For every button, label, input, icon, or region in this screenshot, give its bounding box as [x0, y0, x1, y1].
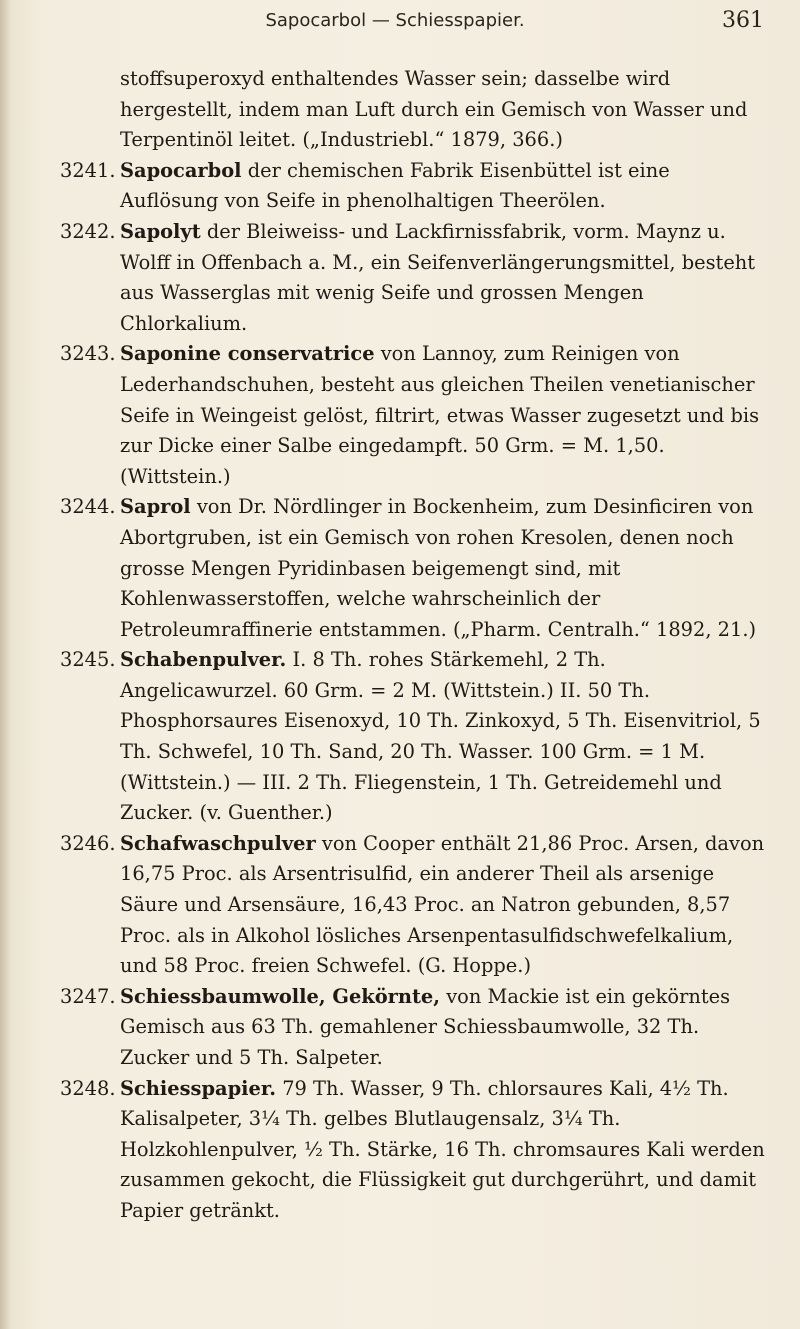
entry-3247 — [30, 982, 765, 1074]
entry-number: 3243. — [60, 342, 116, 366]
entry-title: Schabenpulver. — [120, 648, 287, 672]
entry-text: 79 Th. Wasser, 9 Th. chlorsaures Kali, 4½ Th. Kalisalpeter, 3¼ Th. gelbes Blutlaugensalz, 3¼ Th. Holzkohlenpulver, ½ Th. Stärke, 16 Th. chromsaures Kali werden zusammen gekocht, die Flüssigkeit gut durchgerührt, und damit Papier getränkt. — [120, 1076, 765, 1222]
entry-title: Schiesspapier. — [120, 1076, 277, 1100]
entry-text: von Cooper enthält 21,86 Proc. Arsen, davon 16,75 Proc. als Arsentrisulfid, ein anderer Theil als arsenige Säure und Arsensäure, 16,43 Proc. an Natron gebunden, 8,57 Proc. als in Alkohol lösliches Arsenpentasulfidschwefelkalium, und 58 Proc. freien Schwefel. (G. Hoppe.) — [120, 831, 765, 978]
continued-paragraph-text: stoffsuperoxyd enthaltendes Wasser sein; dasselbe wird hergestellt, indem man Luft durch ein Gemisch von Wasser und Terpentinöl leitet. („Industriebl.“ 1879, 366.) — [120, 67, 748, 152]
entry-number: 3246. — [60, 831, 116, 855]
entry-title: Schiessbaumwolle, Gekörnte, — [120, 984, 441, 1008]
entry-3243 — [30, 339, 765, 492]
page-number: 361 — [722, 8, 764, 33]
entry-3244 — [30, 492, 765, 645]
entry-text: der chemischen Fabrik Eisenbüttel ist eine Auflösung von Seife in phenolhaltigen Theerölen. — [120, 158, 670, 213]
entry-number: 3247. — [60, 984, 116, 1008]
entry-text: der Bleiweiss- und Lackfirnissfabrik, vorm. Maynz u. Wolff in Offenbach a. M., ein Seifenverlängerungsmittel, besteht aus Wasserglas mit wenig Seife und grossen Mengen Chlorkalium. — [120, 219, 756, 335]
entry-3242 — [30, 217, 765, 339]
entry-number: 3244. — [60, 495, 116, 519]
entry-number: 3241. — [60, 158, 116, 182]
entry-3241 — [30, 156, 765, 217]
entry-text: von Mackie ist ein gekörntes Gemisch aus 63 Th. gemahlener Schiessbaumwolle, 32 Th. Zucker und 5 Th. Salpeter. — [120, 984, 731, 1069]
entry-title: Sapolyt — [120, 219, 201, 243]
entry-number: 3245. — [60, 648, 116, 672]
continued-paragraph — [30, 64, 765, 156]
entry-text: von Lannoy, zum Reinigen von Lederhandschuhen, besteht aus gleichen Theilen venetianischer Seife in Weingeist gelöst, filtrirt, etwas Wasser zugesetzt und bis zur Dicke einer Salbe eingedampft. 50 Grm. = M. 1,50. (Wittstein.) — [120, 342, 760, 488]
entry-title: Sapocarbol — [120, 158, 242, 182]
body-text — [30, 64, 765, 1227]
entry-title: Saponine conservatrice — [120, 342, 375, 366]
entry-3248 — [30, 1074, 765, 1227]
entry-3246 — [30, 829, 765, 982]
entry-title: Saprol — [120, 495, 191, 519]
entry-text: von Dr. Nördlinger in Bockenheim, zum Desinficiren von Abortgruben, ist ein Gemisch von rohen Kresolen, denen noch grosse Mengen Pyridinbasen beigemengt sind, mit Kohlenwasserstoffen, welche wahrscheinlich der Petroleumraffinerie entstammen. („Pharm. Centralh.“ 1892, 21.) — [120, 495, 757, 641]
page-spine-shadow — [0, 0, 10, 1329]
entry-text: I. 8 Th. rohes Stärkemehl, 2 Th. Angelicawurzel. 60 Grm. = 2 M. (Wittstein.) II. 50 Th. Phosphorsaures Eisenoxyd, 10 Th. Zinkoxyd, 5 Th. Eisenvitriol, 5 Th. Schwefel, 10 Th. Sand, 20 Th. Wasser. 100 Grm. = 1 M. (Wittstein.) — III. 2 Th. Fliegenstein, 1 Th. Getreidemehl und Zucker. (v. Guenther.) — [120, 648, 761, 825]
running-header: Sapocarbol — Schiesspapier. — [265, 10, 525, 31]
entry-number: 3242. — [60, 219, 116, 243]
entry-title: Schafwaschpulver — [120, 831, 316, 855]
entry-3245 — [30, 645, 765, 829]
entry-number: 3248. — [60, 1076, 116, 1100]
